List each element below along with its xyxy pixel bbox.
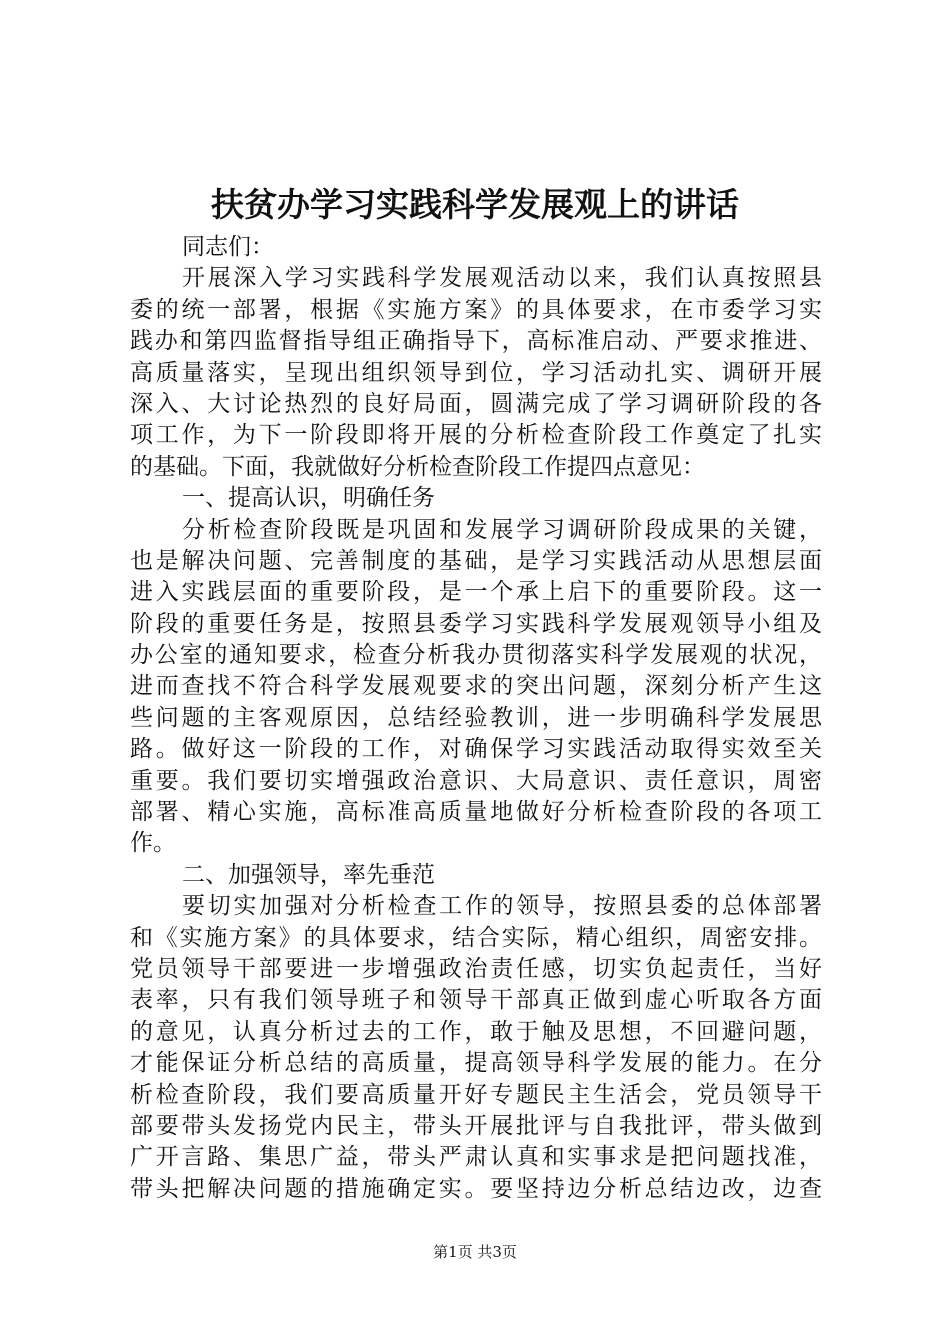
text-line: 进而查找不符合科学发展观要求的突出问题，深刻分析产生这 bbox=[130, 673, 822, 700]
text-line: 路。做好这一阶段的工作，对确保学习实践活动取得实效至关 bbox=[130, 736, 822, 763]
text-line: 一、提高认识，明确任务 bbox=[182, 485, 435, 512]
text-line: 二、加强领导，率先垂范 bbox=[182, 861, 435, 888]
text-line: 的意见，认真分析过去的工作，敢于触及思想，不回避问题， bbox=[130, 1018, 822, 1045]
text-line: 项工作，为下一阶段即将开展的分析检查阶段工作奠定了扎实 bbox=[130, 422, 822, 449]
text-line: 带头把解决问题的措施确定实。要坚持边分析总结边改，边查 bbox=[130, 1175, 822, 1202]
text-line: 阶段的重要任务是，按照县委学习实践科学发展观领导小组及 bbox=[130, 610, 822, 637]
text-line: 部署、精心实施，高标准高质量地做好分析检查阶段的各项工 bbox=[130, 799, 822, 826]
document-title: 扶贫办学习实践科学发展观上的讲话 bbox=[211, 185, 739, 224]
text-line: 高质量落实，呈现出组织领导到位，学习活动扎实、调研开展 bbox=[130, 359, 822, 386]
text-line: 党员领导干部要进一步增强政治责任感，切实负起责任，当好 bbox=[130, 955, 822, 982]
text-line: 开展深入学习实践科学发展观活动以来，我们认真按照县 bbox=[182, 265, 822, 292]
text-line: 办公室的通知要求，检查分析我办贯彻落实科学发展观的状况， bbox=[130, 642, 822, 669]
text-line: 委的统一部署，根据《实施方案》的具体要求，在市委学习实 bbox=[130, 296, 822, 323]
text-line: 的基础。下面，我就做好分析检查阶段工作提四点意见： bbox=[130, 453, 705, 480]
text-line: 部要带头发扬党内民主，带头开展批评与自我批评，带头做到 bbox=[130, 1112, 822, 1139]
text-line: 践办和第四监督指导组正确指导下，高标准启动、严要求推进、 bbox=[130, 328, 822, 355]
text-line: 析检查阶段，我们要高质量开好专题民主生活会，党员领导干 bbox=[130, 1081, 822, 1108]
text-line: 分析检查阶段既是巩固和发展学习调研阶段成果的关键， bbox=[182, 516, 822, 543]
text-line: 表率，只有我们领导班子和领导干部真正做到虚心听取各方面 bbox=[130, 987, 822, 1014]
text-line: 广开言路、集思广益，带头严肃认真和实事求是把问题找准， bbox=[130, 1144, 822, 1171]
text-line: 和《实施方案》的具体要求，结合实际，精心组织，周密安排。 bbox=[130, 924, 822, 951]
text-line: 作。 bbox=[130, 830, 176, 857]
text-line: 才能保证分析总结的高质量，提高领导科学发展的能力。在分 bbox=[130, 1050, 822, 1077]
text-line: 重要。我们要切实增强政治意识、大局意识、责任意识，周密 bbox=[130, 767, 822, 794]
text-line: 些问题的主客观原因，总结经验教训，进一步明确科学发展思 bbox=[130, 704, 822, 731]
text-line: 深入、大讨论热烈的良好局面，圆满完成了学习调研阶段的各 bbox=[130, 390, 822, 417]
text-line: 进入实践层面的重要阶段，是一个承上启下的重要阶段。这一 bbox=[130, 579, 822, 606]
page-footer: 第1页 共3页 bbox=[433, 1243, 517, 1261]
document-body bbox=[130, 232, 822, 1205]
text-line: 同志们： bbox=[182, 234, 274, 260]
text-line: 要切实加强对分析检查工作的领导，按照县委的总体部署 bbox=[182, 893, 822, 920]
text-line: 也是解决问题、完善制度的基础，是学习实践活动从思想层面 bbox=[130, 547, 822, 574]
